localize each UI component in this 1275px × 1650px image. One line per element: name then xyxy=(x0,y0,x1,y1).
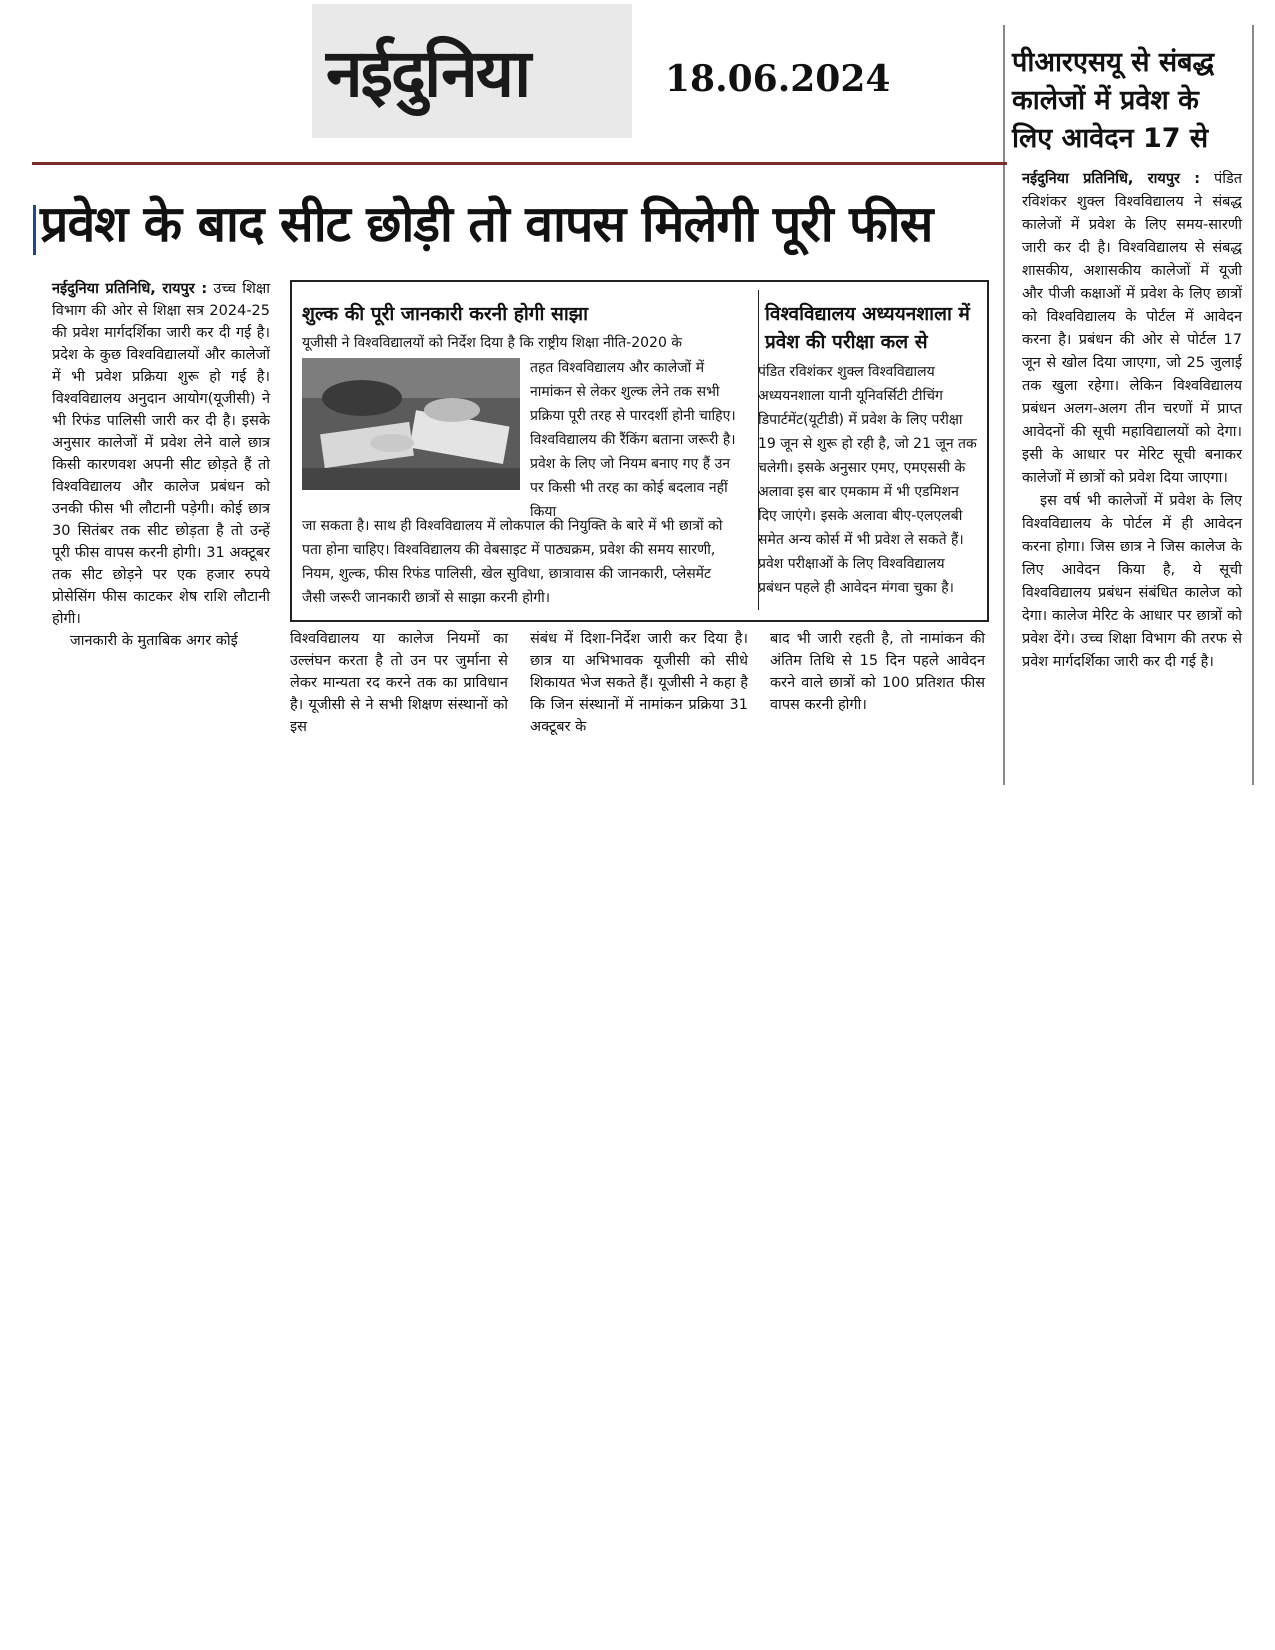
inset-text: तहत विश्वविद्यालय और कालेजों में नामांकन से लेकर शुल्क लेने तक सभी प्रक्रिया पूरी तरह से पारदर्शी होनी चाहिए। विश्वविद्यालय की रैंकिंग बताना जरूरी है। प्रवेश के लिए जो नियम बनाए गए हैं उन पर किसी भी तरह का कोई बदलाव नहीं किया xyxy=(530,360,736,520)
page-edge-line xyxy=(1252,25,1254,785)
paragraph: इस वर्ष भी कालेजों में प्रवेश के लिए विश्वविद्यालय के पोर्टल में ही आवेदन करना होगा। जिस छात्र ने जिस कालेज के लिए आवेदन किया है, ये सूची विश्वविद्यालय प्रबंधन संबंधित कालेज को देगा। कालेज मेरिट के आधार पर छात्रों को प्रवेश देंगे। उच्च शिक्षा विभाग की तरफ से प्रवेश मार्गदर्शिका जारी कर दी गई है। xyxy=(1022,493,1242,670)
students-photo xyxy=(302,358,520,490)
masthead-logo xyxy=(312,4,632,138)
newspaper-name: नईदुनिया xyxy=(326,35,530,112)
paragraph: उच्च शिक्षा विभाग की ओर से शिक्षा सत्र 2024-25 की प्रवेश मार्गदर्शिका जारी कर दी गई है। प्रदेश के कुछ विश्वविद्यालयों और कालेजों में भी प्रवेश प्रक्रिया शुरू हो गई है। विश्वविद्यालय अनुदान आयोग(यूजीसी) ने भी रिफंड पालिसी जारी कर दी है। इसके अनुसार कालेजों में प्रवेश लेने वाले छात्र किसी कारणवश अपनी सीट छोड़ते हैं तो विश्वविद्यालय और कालेज प्रबंधन को उनकी फीस भी लौटानी पड़ेगी। कोई छात्र 30 सितंबर तक सीट छोड़ता है तो उन्हें पूरी फीस वापस करनी होगी। 31 अक्टूबर तक सीट छोड़ने पर एक हजार रुपये प्रोसेसिंग फीस काटकर शेष राशि लौटानी होगी। xyxy=(52,281,271,627)
article-column-3: संबंध में दिशा-निर्देश जारी कर दिया है। छात्र या अभिभावक यूजीसी को सीधे शिकायत भेज सकते हैं। यूजीसी ने कहा है कि जिन संस्थानों में नामांकन प्रक्रिया 31 अक्टूबर के xyxy=(530,631,748,735)
side-headline: पीआरएसयू से संबद्ध कालेजों में प्रवेश के लिए आवेदन 17 से xyxy=(1012,47,1215,154)
article-column-1 xyxy=(52,278,270,652)
dateline: नईदुनिया प्रतिनिधि, रायपुर : xyxy=(1022,171,1201,187)
inset-title: विश्वविद्यालय अध्ययनशाला में प्रवेश की परीक्षा कल से xyxy=(765,303,970,353)
inset-title: शुल्क की पूरी जानकारी करनी होगी साझा xyxy=(302,303,589,325)
paragraph: जानकारी के मुताबिक अगर कोई xyxy=(70,633,238,649)
inset-text: जा सकता है। साथ ही विश्वविद्यालय में लोकपाल की नियुक्ति के बारे में भी छात्रों को पता होना चाहिए। विश्वविद्यालय की वेबसाइट में पाठ्यक्रम, प्रवेश की समय सारणी, नियम, शुल्क, फीस रिफंड पालिसी, खेल सुविधा, छात्रावास की जानकारी, प्लेसमेंट जैसी जरूरी जानकारी छात्रों से साझा करनी होगी। xyxy=(302,518,723,606)
inset-text: पंडित रविशंकर शुक्ल विश्वविद्यालय अध्ययनशाला यानी यूनिवर्सिटी टीचिंग डिपार्टमेंट(यूटीडी) में प्रवेश के लिए परीक्षा 19 जून से शुरू हो रही है, जो 21 जून तक चलेगी। इसके अनुसार एमए, एमएससी के अलावा इस बार एमकाम में भी एडमिशन दिए जाएंगे। इसके अलावा बीए-एलएलबी समेत अन्य कोर्स में भी प्रवेश ले सकते हैं। प्रवेश परीक्षाओं के लिए विश्वविद्यालय प्रबंधन पहले ही आवेदन मंगवा चुका है। xyxy=(758,364,977,596)
main-headline: प्रवेश के बाद सीट छोड़ी तो वापस मिलेगी पूरी फीस xyxy=(40,195,933,253)
headline-accent xyxy=(33,205,36,255)
header-rule xyxy=(32,162,1007,165)
inset-text: यूजीसी ने विश्वविद्यालयों को निर्देश दिया है कि राष्ट्रीय शिक्षा नीति-2020 के xyxy=(302,335,683,351)
publication-date: 18.06.2024 xyxy=(665,58,891,100)
article-column-4: बाद भी जारी रहती है, तो नामांकन की अंतिम तिथि से 15 दिन पहले आवेदन करने वाले छात्रों को 100 प्रतिशत फीस वापस करनी होगी। xyxy=(770,631,985,713)
column-divider xyxy=(1003,25,1005,785)
side-article xyxy=(1022,168,1242,674)
paragraph: पंडित रविशंकर शुक्ल विश्वविद्यालय ने संबद्ध कालेजों में प्रवेश के लिए समय-सारणी जारी कर दी है। विश्वविद्यालय से संबद्ध शासकीय, अशासकीय कालेजों में यूजी और पीजी कक्षाओं में प्रवेश के लिए छात्रों को विश्वविद्यालय के पोर्टल में आवेदन करना है। प्रबंधन की ओर से पोर्टल 17 जून से खोल दिया जाएगा, जो 25 जुलाई तक खुला रहेगा। लेकिन विश्वविद्यालय प्रबंधन अलग-अलग तीन चरणों में प्राप्त आवेदनों की सूची महाविद्यालयों को देगा। इसी के आधार पर मेरिट सूची बनाकर कालेजों में छात्रों को प्रवेश दिया जाएगा। xyxy=(1022,171,1243,486)
article-column-2: विश्वविद्यालय या कालेज नियमों का उल्लंघन करता है तो उन पर जुर्माना से लेकर मान्यता रद करने तक का प्राविधान है। यूजीसी से ने सभी शिक्षण संस्थानों को इस xyxy=(290,631,508,735)
dateline: नईदुनिया प्रतिनिधि, रायपुर : xyxy=(52,281,208,297)
